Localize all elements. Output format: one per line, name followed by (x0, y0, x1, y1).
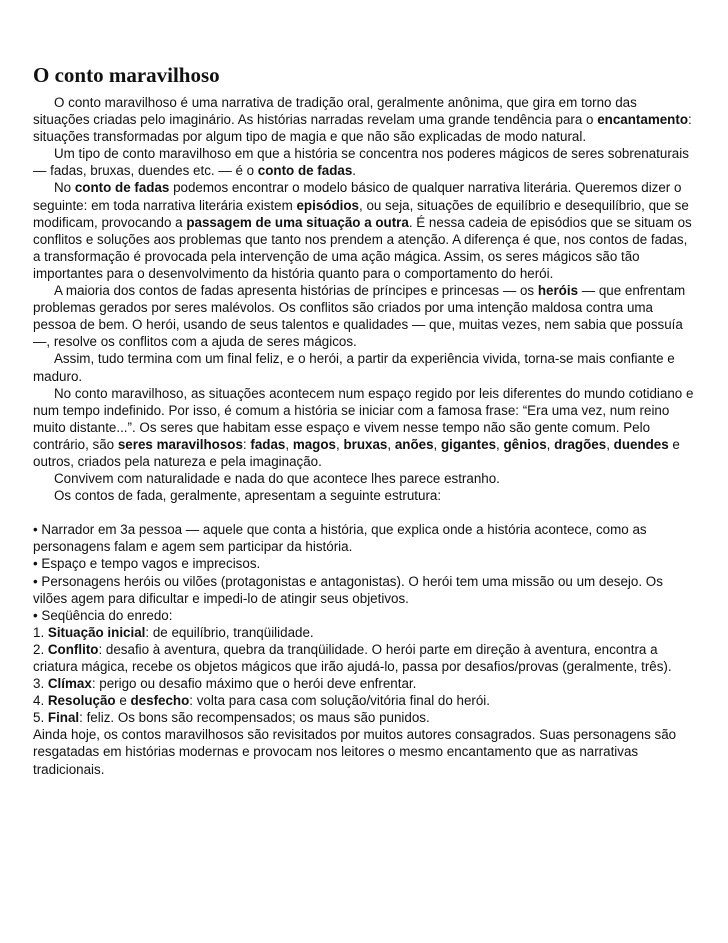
spacer (33, 504, 695, 521)
paragraph-intro: O conto maravilhoso é uma narrativa de tradição oral, geralmente anônima, que gira em torno das situações criadas pelo imaginário. As histórias narradas revelam uma grande tendência para o encantamento: situações transformadas por algum tipo de magia e que não são explicadas de modo natural. (33, 95, 692, 145)
document-page (33, 62, 695, 778)
term-episodios: episódios (296, 197, 359, 213)
paragraph-modelo: No conto de fadas podemos encontrar o modelo básico de qualquer narrativa literária. Queremos dizer o seguinte: em toda narrativa literária existem episódios, ou seja, situações de equilíbrio e desequilíbrio, que se modificam, provocando a passagem de uma situação a outra. É nessa cadeia de episódios que se situam os conflitos e soluções aos problemas que tanto nos prendem a atenção. A diferença é que, nos contos de fadas, a transformação é provocada pela intervenção de uma ação mágica. Assim, os seres mágicos são tão importantes para o desenvolvimento da história quanto para o comportamento do herói. (33, 180, 692, 281)
paragraph-convivem: Convivem com naturalidade e nada do que acontece lhes parece estranho. (54, 471, 500, 487)
paragraph-estrutura: Os contos de fada, geralmente, apresentam a seguinte estrutura: (54, 488, 442, 504)
paragraph-conto-de-fadas: Um tipo de conto maravilhoso em que a história se concentra nos poderes mágicos de seres sobrenaturais — fadas, bruxas, duendes etc. — é o conto de fadas. (33, 146, 689, 179)
term-encantamento: encantamento (597, 112, 688, 128)
list-item: • Espaço e tempo vagos e imprecisos. (33, 556, 261, 572)
document-body (33, 94, 695, 778)
paragraph-closing: Ainda hoje, os contos maravilhosos são revisitados por muitos autores consagrados. Suas personagens são resgatadas em histórias modernas e provocam nos leitores o mesmo encantamento que as narrativas tradicionais. (33, 727, 677, 777)
paragraph-final-feliz: Assim, tudo termina com um final feliz, e o herói, a partir da experiência vivida, torna-se mais confiante e maduro. (33, 351, 675, 384)
term-conto-de-fadas: conto de fadas (257, 163, 353, 179)
list-item: • Seqüência do enredo: (33, 607, 173, 623)
list-item: • Personagens heróis ou vilões (protagonistas e antagonistas). O herói tem uma missão ou um desejo. Os vilões agem para dificultar e impedi-lo de atingir seus objetivos. (33, 573, 663, 606)
paragraph-herois: A maioria dos contos de fadas apresenta histórias de príncipes e princesas — os heróis — que enfrentam problemas gerados por seres malévolos. Os conflitos são criados por uma intenção maldosa contra uma pessoa de bem. O herói, usando de seus talentos e qualidades — que, muitas vezes, nem sabia que possuía —, resolve os conflitos com a ajuda de seres mágicos. (33, 283, 686, 350)
paragraph-seres: No conto maravilhoso, as situações acontecem num espaço regido por leis diferentes do mundo cotidiano e num tempo indefinido. Por isso, é comum a história se iniciar com a famosa frase: “Era uma vez, num reino muito distante...”. Os seres que habitam esse espaço e vivem nesse tempo não são gente comum. Pelo contrário, são seres maravilhosos: fadas, magos, bruxas, anões, gigantes, gênios, dragões, duendes e outros, criados pela natureza e pela imaginação. (33, 385, 694, 469)
sequence-item: 2. Conflito: desafio à aventura, quebra da tranqüilidade. O herói parte em direção à aventura, encontra a criatura mágica, recebe os objetos mágicos que irão ajudá-lo, passa por desafios/provas (geralmente, três). (33, 641, 672, 674)
term-passagem: passagem de uma situação a outra (186, 214, 409, 230)
list-item: • Narrador em 3a pessoa — aquele que conta a história, que explica onde a história acontece, como as personagens falam e agem sem participar da história. (33, 522, 647, 555)
sequence-item: 1. Situação inicial: de equilíbrio, tranqüilidade. (33, 624, 314, 640)
sequence-item: 4. Resolução e desfecho: volta para casa com solução/vitória final do herói. (33, 693, 490, 709)
document-title: O conto maravilhoso (33, 63, 220, 87)
sequence-item: 5. Final: feliz. Os bons são recompensados; os maus são punidos. (33, 710, 430, 726)
term-herois: heróis (537, 283, 579, 299)
sequence-item: 3. Clímax: perigo ou desafio máximo que o herói deve enfrentar. (33, 676, 417, 692)
